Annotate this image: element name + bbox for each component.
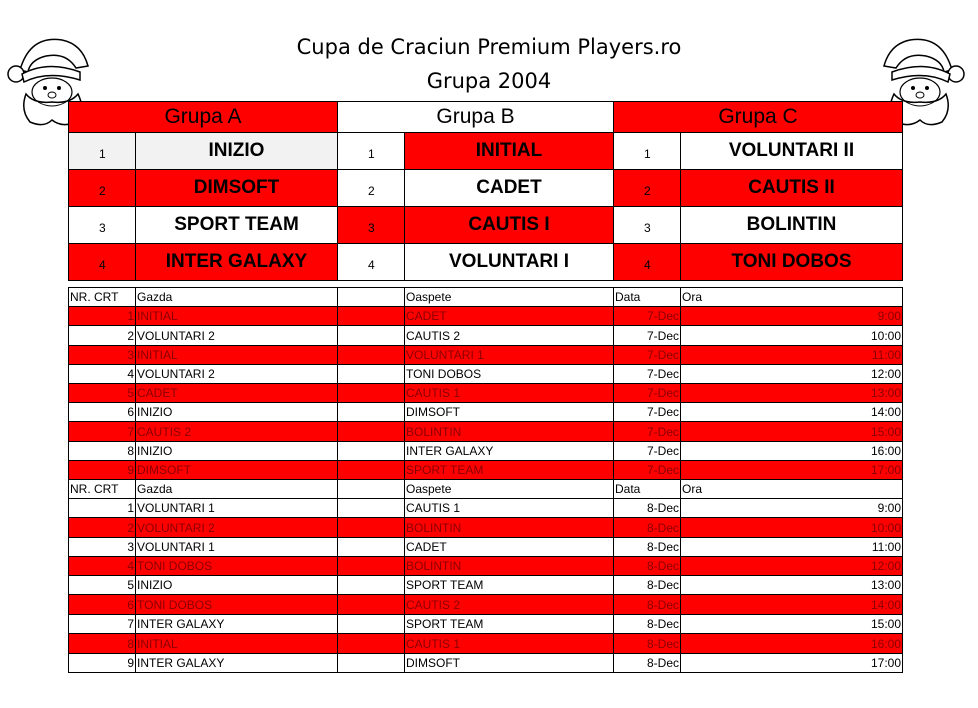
- group-c-team: TONI DOBOS: [681, 244, 903, 281]
- column-header: Oaspete: [405, 480, 614, 499]
- guest-cell: SPORT TEAM: [405, 461, 614, 480]
- spacer-cell: [338, 442, 405, 461]
- date-cell: 7-Dec: [614, 442, 681, 461]
- time-cell: 17:00: [681, 461, 903, 480]
- host-cell: VOLUNTARI 1: [136, 538, 338, 557]
- time-cell: 11:00: [681, 346, 903, 365]
- group-a-seed: 4: [69, 244, 136, 281]
- guest-cell: CAUTIS 2: [405, 326, 614, 346]
- nr-crt-cell: 9: [69, 654, 136, 673]
- table-row: [69, 365, 903, 384]
- guest-cell: BOLINTIN: [405, 422, 614, 442]
- group-c-header: Grupa C: [614, 102, 903, 133]
- column-header: NR. CRT: [69, 288, 136, 307]
- nr-crt-cell: 7: [69, 615, 136, 634]
- time-cell: 9:00: [681, 499, 903, 518]
- groups-table: [68, 101, 903, 281]
- spacer-cell: [338, 518, 405, 538]
- spacer-cell: [338, 403, 405, 422]
- group-b-seed: 3: [338, 207, 405, 244]
- date-cell: 8-Dec: [614, 499, 681, 518]
- spacer-cell: [338, 576, 405, 595]
- host-cell: VOLUNTARI 2: [136, 518, 338, 538]
- column-header: Ora: [681, 288, 903, 307]
- date-cell: 8-Dec: [614, 538, 681, 557]
- nr-crt-cell: 8: [69, 442, 136, 461]
- spacer-cell: [338, 384, 405, 403]
- date-cell: 7-Dec: [614, 384, 681, 403]
- host-cell: INITIAL: [136, 634, 338, 654]
- group-c-team: VOLUNTARI II: [681, 133, 903, 170]
- column-header: [338, 288, 405, 307]
- nr-crt-cell: 6: [69, 403, 136, 422]
- group-a-seed: 2: [69, 170, 136, 207]
- host-cell: CADET: [136, 384, 338, 403]
- nr-crt-cell: 8: [69, 634, 136, 654]
- group-b-seed: 1: [338, 133, 405, 170]
- spacer-cell: [338, 538, 405, 557]
- time-cell: 16:00: [681, 442, 903, 461]
- guest-cell: INTER GALAXY: [405, 442, 614, 461]
- time-cell: 12:00: [681, 365, 903, 384]
- group-c-team: BOLINTIN: [681, 207, 903, 244]
- spacer-cell: [338, 634, 405, 654]
- nr-crt-cell: 2: [69, 518, 136, 538]
- time-cell: 14:00: [681, 403, 903, 422]
- column-header: Gazda: [136, 480, 338, 499]
- date-cell: 8-Dec: [614, 518, 681, 538]
- time-cell: 16:00: [681, 634, 903, 654]
- group-c-seed: 1: [614, 133, 681, 170]
- date-cell: 8-Dec: [614, 615, 681, 634]
- page-title: Cupa de Craciun Premium Players.ro: [296, 35, 682, 59]
- group-c-team: CAUTIS II: [681, 170, 903, 207]
- date-cell: 8-Dec: [614, 557, 681, 576]
- group-a-team: INTER GALAXY: [136, 244, 338, 281]
- time-cell: 13:00: [681, 384, 903, 403]
- guest-cell: CAUTIS 2: [405, 595, 614, 615]
- date-cell: 8-Dec: [614, 654, 681, 673]
- nr-crt-cell: 3: [69, 538, 136, 557]
- date-cell: 7-Dec: [614, 307, 681, 326]
- guest-cell: CAUTIS 1: [405, 384, 614, 403]
- page-subtitle: Grupa 2004: [426, 69, 552, 93]
- time-cell: 14:00: [681, 595, 903, 615]
- table-row: [69, 576, 903, 595]
- spacer-cell: [338, 326, 405, 346]
- guest-cell: VOLUNTARI 1: [405, 346, 614, 365]
- guest-cell: CADET: [405, 307, 614, 326]
- host-cell: INIZIO: [136, 403, 338, 422]
- spacer-cell: [338, 595, 405, 615]
- guest-cell: CAUTIS 1: [405, 634, 614, 654]
- nr-crt-cell: 7: [69, 422, 136, 442]
- nr-crt-cell: 4: [69, 365, 136, 384]
- host-cell: TONI DOBOS: [136, 595, 338, 615]
- group-b-seed: 4: [338, 244, 405, 281]
- spacer-cell: [338, 557, 405, 576]
- schedule-header-row: [69, 480, 903, 499]
- time-cell: 12:00: [681, 557, 903, 576]
- date-cell: 8-Dec: [614, 634, 681, 654]
- table-row: [69, 422, 903, 442]
- spacer-cell: [338, 461, 405, 480]
- date-cell: 8-Dec: [614, 595, 681, 615]
- group-a-team: SPORT TEAM: [136, 207, 338, 244]
- time-cell: 17:00: [681, 654, 903, 673]
- nr-crt-cell: 2: [69, 326, 136, 346]
- guest-cell: SPORT TEAM: [405, 576, 614, 595]
- spacer-cell: [338, 615, 405, 634]
- table-row: [69, 346, 903, 365]
- table-row: [69, 615, 903, 634]
- host-cell: INITIAL: [136, 307, 338, 326]
- date-cell: 7-Dec: [614, 422, 681, 442]
- nr-crt-cell: 6: [69, 595, 136, 615]
- guest-cell: BOLINTIN: [405, 518, 614, 538]
- column-header: Oaspete: [405, 288, 614, 307]
- time-cell: 9:00: [681, 307, 903, 326]
- guest-cell: CAUTIS 1: [405, 499, 614, 518]
- table-row: [69, 634, 903, 654]
- group-b-seed: 2: [338, 170, 405, 207]
- guest-cell: CADET: [405, 538, 614, 557]
- date-cell: 7-Dec: [614, 365, 681, 384]
- nr-crt-cell: 1: [69, 307, 136, 326]
- column-header: NR. CRT: [69, 480, 136, 499]
- group-a-team: INIZIO: [136, 133, 338, 170]
- spacer-cell: [338, 307, 405, 326]
- table-row: [69, 384, 903, 403]
- spacer-cell: [338, 654, 405, 673]
- group-c-seed: 4: [614, 244, 681, 281]
- group-c-seed: 3: [614, 207, 681, 244]
- table-row: [69, 518, 903, 538]
- time-cell: 11:00: [681, 538, 903, 557]
- date-cell: 7-Dec: [614, 403, 681, 422]
- schedule-header-row: [69, 288, 903, 307]
- group-b-header: Grupa B: [338, 102, 614, 133]
- spacer-cell: [338, 499, 405, 518]
- date-cell: 7-Dec: [614, 346, 681, 365]
- table-row: [69, 326, 903, 346]
- table-row: [69, 499, 903, 518]
- time-cell: 10:00: [681, 326, 903, 346]
- date-cell: 7-Dec: [614, 326, 681, 346]
- time-cell: 15:00: [681, 615, 903, 634]
- date-cell: 7-Dec: [614, 461, 681, 480]
- host-cell: INITIAL: [136, 346, 338, 365]
- spacer-cell: [338, 346, 405, 365]
- host-cell: INIZIO: [136, 576, 338, 595]
- host-cell: VOLUNTARI 2: [136, 326, 338, 346]
- table-row: [69, 461, 903, 480]
- column-header: Data: [614, 288, 681, 307]
- guest-cell: TONI DOBOS: [405, 365, 614, 384]
- schedule-table: [68, 287, 903, 673]
- host-cell: INTER GALAXY: [136, 615, 338, 634]
- nr-crt-cell: 1: [69, 499, 136, 518]
- group-b-team: CAUTIS I: [405, 207, 614, 244]
- column-header: Ora: [681, 480, 903, 499]
- table-row: [69, 403, 903, 422]
- group-a-seed: 3: [69, 207, 136, 244]
- table-row: [69, 654, 903, 673]
- time-cell: 13:00: [681, 576, 903, 595]
- group-a-seed: 1: [69, 133, 136, 170]
- table-row: [69, 307, 903, 326]
- host-cell: INTER GALAXY: [136, 654, 338, 673]
- group-c-seed: 2: [614, 170, 681, 207]
- host-cell: DIMSOFT: [136, 461, 338, 480]
- table-row: [69, 557, 903, 576]
- nr-crt-cell: 5: [69, 384, 136, 403]
- nr-crt-cell: 3: [69, 346, 136, 365]
- column-header: [338, 480, 405, 499]
- guest-cell: BOLINTIN: [405, 557, 614, 576]
- guest-cell: DIMSOFT: [405, 403, 614, 422]
- spacer-cell: [338, 422, 405, 442]
- group-a-header: Grupa A: [69, 102, 338, 133]
- host-cell: VOLUNTARI 2: [136, 365, 338, 384]
- host-cell: TONI DOBOS: [136, 557, 338, 576]
- time-cell: 15:00: [681, 422, 903, 442]
- column-header: Data: [614, 480, 681, 499]
- nr-crt-cell: 9: [69, 461, 136, 480]
- nr-crt-cell: 4: [69, 557, 136, 576]
- group-b-team: CADET: [405, 170, 614, 207]
- group-a-team: DIMSOFT: [136, 170, 338, 207]
- table-row: [69, 442, 903, 461]
- table-row: [69, 538, 903, 557]
- host-cell: INIZIO: [136, 442, 338, 461]
- spacer-cell: [338, 365, 405, 384]
- host-cell: VOLUNTARI 1: [136, 499, 338, 518]
- column-header: Gazda: [136, 288, 338, 307]
- host-cell: CAUTIS 2: [136, 422, 338, 442]
- guest-cell: DIMSOFT: [405, 654, 614, 673]
- date-cell: 8-Dec: [614, 576, 681, 595]
- group-b-team: INITIAL: [405, 133, 614, 170]
- time-cell: 10:00: [681, 518, 903, 538]
- group-b-team: VOLUNTARI I: [405, 244, 614, 281]
- table-row: [69, 595, 903, 615]
- guest-cell: SPORT TEAM: [405, 615, 614, 634]
- nr-crt-cell: 5: [69, 576, 136, 595]
